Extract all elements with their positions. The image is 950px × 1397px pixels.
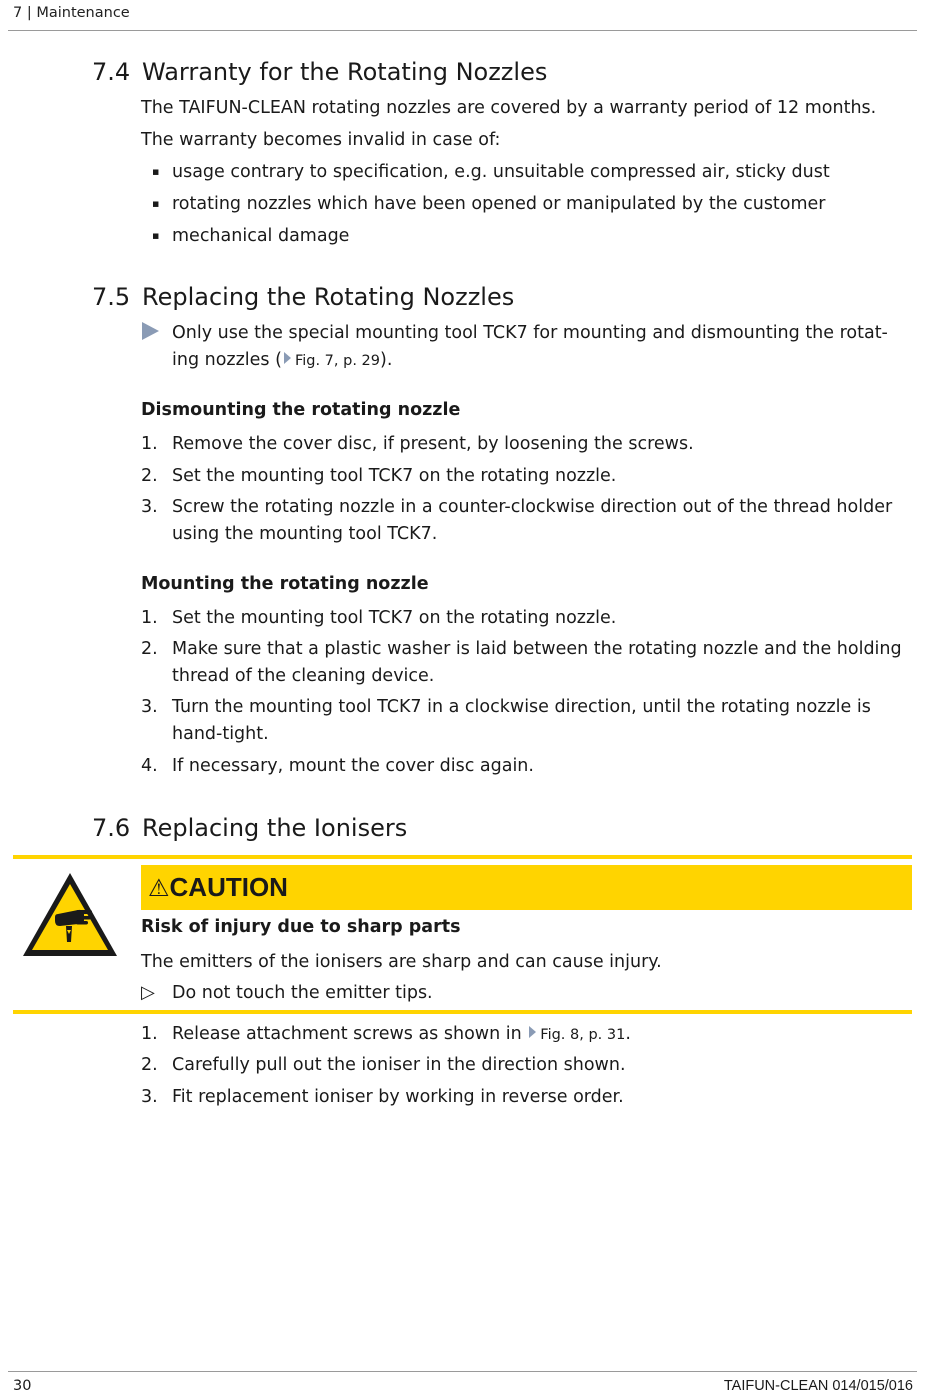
cross-reference-icon bbox=[284, 352, 291, 364]
footer-divider bbox=[8, 1371, 917, 1372]
step-number: 3. bbox=[141, 697, 158, 717]
step-text-continued: thread of the cleaning device. bbox=[172, 666, 435, 686]
instruction-text-line-1: Only use the special mounting tool TCK7 for mounting and dismounting the rotat- bbox=[172, 323, 888, 343]
list-item-text: rotating nozzles which have been opened or manipulated by the customer bbox=[172, 194, 826, 214]
step-text-continued: using the mounting tool TCK7. bbox=[172, 524, 438, 544]
step-text: Set the mounting tool TCK7 on the rotating nozzle. bbox=[172, 608, 617, 628]
step-text: Fit replacement ioniser by working in reverse order. bbox=[172, 1087, 624, 1107]
step-text: Screw the rotating nozzle in a counter-clockwise direction out of the thread holder bbox=[172, 497, 893, 517]
action-arrow-icon: ▷ bbox=[141, 982, 155, 1003]
step-number: 4. bbox=[141, 756, 158, 776]
list-item bbox=[152, 223, 892, 249]
section-title: Replacing the Ionisers bbox=[142, 814, 408, 842]
running-header: 7 | Maintenance bbox=[13, 5, 130, 21]
step-text: Carefully pull out the ioniser in the direction shown. bbox=[172, 1055, 626, 1075]
section-number: 7.5 bbox=[92, 283, 131, 311]
list-item bbox=[141, 463, 921, 489]
list-item bbox=[152, 159, 892, 185]
step-text: Set the mounting tool TCK7 on the rotating nozzle. bbox=[172, 466, 617, 486]
step-text: If necessary, mount the cover disc again. bbox=[172, 756, 534, 776]
caution-heading: Risk of injury due to sharp parts bbox=[141, 917, 461, 937]
subheading-mounting: Mounting the rotating nozzle bbox=[141, 574, 429, 594]
list-item bbox=[141, 494, 921, 546]
warning-triangle-icon: ⚠ bbox=[148, 874, 170, 902]
section-number: 7.6 bbox=[92, 814, 131, 842]
warranty-paragraph: The TAIFUN-CLEAN rotating nozzles are covered by a warranty period of 12 months. bbox=[141, 98, 877, 118]
instruction-text: ). bbox=[380, 350, 393, 370]
subheading-dismounting: Dismounting the rotating nozzle bbox=[141, 400, 461, 420]
section-heading-7-4 bbox=[92, 58, 912, 88]
section-number: 7.4 bbox=[92, 58, 131, 86]
step-number: 2. bbox=[141, 639, 158, 659]
step-text-end: . bbox=[625, 1024, 631, 1044]
list-item bbox=[141, 636, 921, 688]
caution-bottom-rule bbox=[13, 1010, 912, 1014]
list-item bbox=[141, 605, 921, 631]
product-name: TAIFUN-CLEAN 014/015/016 bbox=[723, 1378, 913, 1394]
instruction-arrow-icon bbox=[142, 322, 160, 342]
sharp-parts-hand-warning-icon bbox=[20, 870, 120, 960]
caution-word: CAUTION bbox=[169, 872, 288, 902]
list-item-text: usage contrary to specification, e.g. unsuitable compressed air, sticky dust bbox=[172, 162, 830, 182]
section-heading-7-6 bbox=[92, 814, 912, 844]
caution-text: The emitters of the ionisers are sharp and can cause injury. bbox=[141, 952, 662, 972]
step-number: 3. bbox=[141, 1087, 158, 1107]
header-divider bbox=[8, 30, 917, 31]
page-number: 30 bbox=[13, 1378, 32, 1394]
cross-reference-icon bbox=[529, 1026, 536, 1038]
instruction-text-line-2 bbox=[172, 347, 392, 374]
list-item bbox=[141, 1084, 921, 1110]
list-item bbox=[152, 191, 892, 217]
step-text: Remove the cover disc, if present, by loosening the screws. bbox=[172, 434, 694, 454]
instruction-text: ing nozzles ( bbox=[172, 350, 282, 370]
section-title: Replacing the Rotating Nozzles bbox=[142, 283, 515, 311]
step-number: 1. bbox=[141, 1024, 158, 1044]
step-text-continued: hand-tight. bbox=[172, 724, 269, 744]
caution-label bbox=[148, 872, 288, 903]
list-item bbox=[141, 694, 921, 746]
step-text: Make sure that a plastic washer is laid between the rotating nozzle and the holding bbox=[172, 639, 902, 659]
bullet-icon: ▪ bbox=[152, 229, 160, 242]
caution-action bbox=[141, 980, 841, 1006]
step-number: 2. bbox=[141, 466, 158, 486]
step-text-with-reference bbox=[172, 1021, 631, 1048]
step-number: 3. bbox=[141, 497, 158, 517]
step-text: Turn the mounting tool TCK7 in a clockwise direction, until the rotating nozzle is bbox=[172, 697, 871, 717]
step-number: 2. bbox=[141, 1055, 158, 1075]
list-item bbox=[141, 1052, 921, 1078]
list-item-text: mechanical damage bbox=[172, 226, 350, 246]
step-text: Release attachment screws as shown in bbox=[172, 1024, 522, 1044]
figure-reference-link[interactable]: Fig. 8, p. 31 bbox=[540, 1027, 626, 1043]
warranty-invalid-intro: The warranty becomes invalid in case of: bbox=[141, 130, 501, 150]
step-number: 1. bbox=[141, 434, 158, 454]
section-title: Warranty for the Rotating Nozzles bbox=[142, 58, 548, 86]
list-item bbox=[141, 1021, 921, 1047]
bullet-icon: ▪ bbox=[152, 197, 160, 210]
caution-action-text: Do not touch the emitter tips. bbox=[172, 983, 433, 1003]
bullet-icon: ▪ bbox=[152, 165, 160, 178]
step-number: 1. bbox=[141, 608, 158, 628]
section-heading-7-5 bbox=[92, 283, 912, 313]
list-item bbox=[141, 753, 921, 779]
caution-top-rule bbox=[13, 855, 912, 859]
figure-reference-link[interactable]: Fig. 7, p. 29 bbox=[294, 353, 380, 369]
list-item bbox=[141, 431, 921, 457]
